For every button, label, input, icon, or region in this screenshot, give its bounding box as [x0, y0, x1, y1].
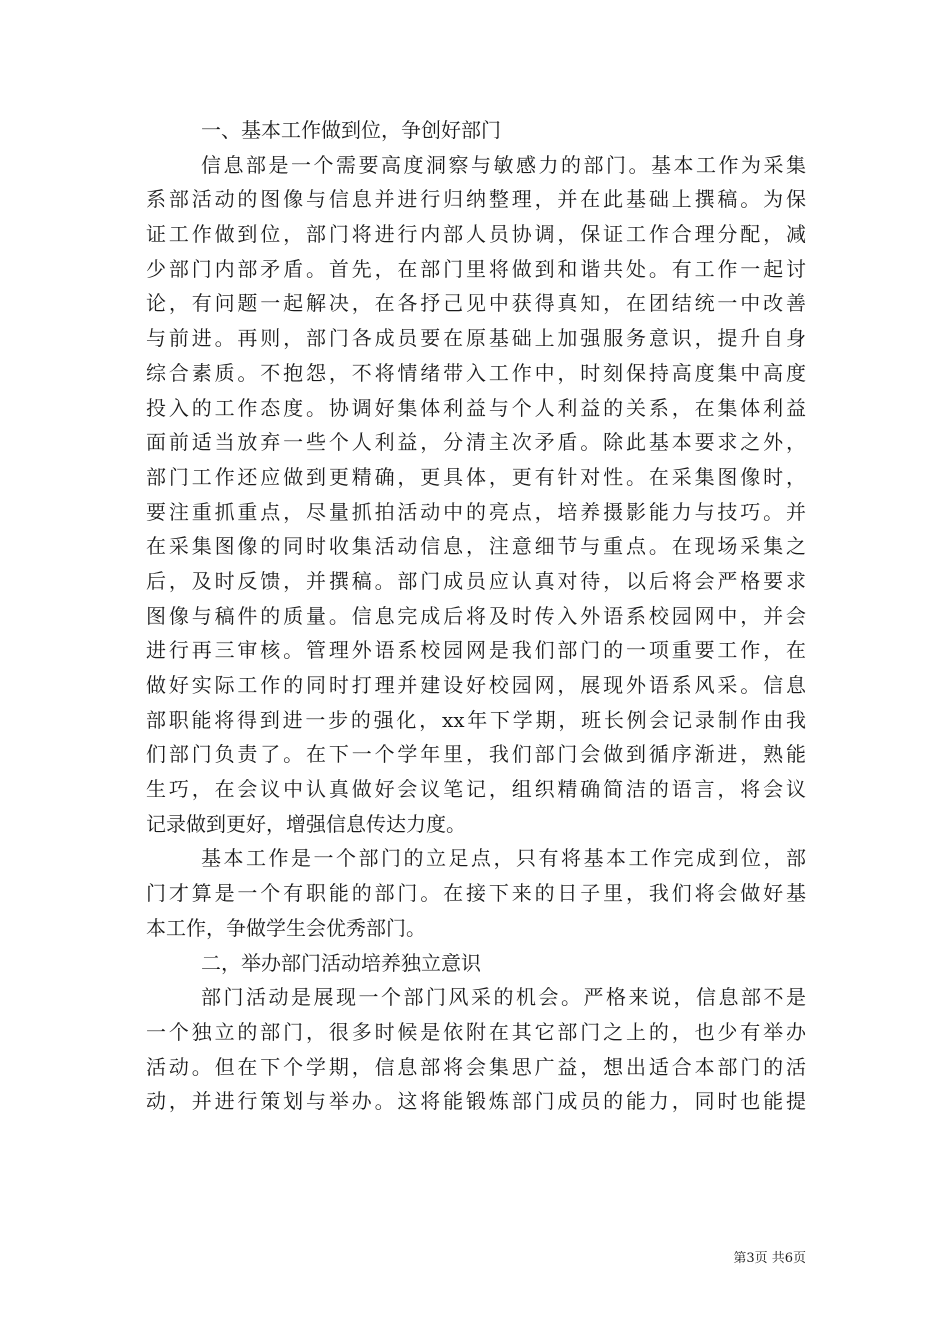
paragraph-line: 记录做到更好，增强信息传达力度。 — [146, 811, 466, 836]
paragraph-line: 一个独立的部门，很多时候是依附在其它部门之上的，也少有举办 — [146, 1019, 806, 1044]
paragraph-line: 进行再三审核。管理外语系校园网是我们部门的一项重要工作，在 — [146, 638, 806, 663]
section-heading-2: 二，举办部门活动培养独立意识 — [201, 950, 481, 975]
paragraph-line: 部门活动是展现一个部门风采的机会。严格来说，信息部不是 — [201, 985, 806, 1010]
paragraph-line: 门才算是一个有职能的部门。在接下来的日子里，我们将会做好基 — [146, 881, 806, 906]
paragraph-line: 投入的工作态度。协调好集体利益与个人利益的关系，在集体利益 — [146, 395, 806, 420]
paragraph-line: 基本工作是一个部门的立足点，只有将基本工作完成到位，部 — [201, 846, 806, 871]
paragraph-2 — [146, 841, 806, 945]
paragraph-1 — [146, 148, 806, 842]
page-number-footer: 第3页 共6页 — [733, 1251, 806, 1266]
section-heading-1: 一、基本工作做到位，争创好部门 — [201, 118, 501, 142]
paragraph-line: 证工作做到位，部门将进行内部人员协调，保证工作合理分配，减 — [146, 222, 806, 247]
paragraph-line: 少部门内部矛盾。首先，在部门里将做到和谐共处。有工作一起讨 — [146, 256, 806, 281]
paragraph-line: 动，并进行策划与举办。这将能锻炼部门成员的能力，同时也能提 — [146, 1089, 806, 1114]
paragraph-line: 面前适当放弃一些个人利益，分清主次矛盾。除此基本要求之外， — [146, 430, 806, 455]
paragraph-line: 们部门负责了。在下一个学年里，我们部门会做到循序渐进，熟能 — [146, 742, 806, 767]
paragraph-line: 活动。但在下个学期，信息部将会集思广益，想出适合本部门的活 — [146, 1054, 806, 1079]
paragraph-line: 部门工作还应做到更精确，更具体，更有针对性。在采集图像时， — [146, 464, 806, 489]
paragraph-line: 部职能将得到进一步的强化，xx年下学期，班长例会记录制作由我 — [146, 707, 806, 732]
paragraph-line: 图像与稿件的质量。信息完成后将及时传入外语系校园网中，并会 — [146, 603, 806, 628]
paragraph-line: 与前进。再则，部门各成员要在原基础上加强服务意识，提升自身 — [146, 326, 806, 351]
paragraph-line: 后，及时反馈，并撰稿。部门成员应认真对待，以后将会严格要求 — [146, 568, 806, 593]
paragraph-line: 信息部是一个需要高度洞察与敏感力的部门。基本工作为采集 — [201, 152, 806, 177]
paragraph-line: 在采集图像的同时收集活动信息，注意细节与重点。在现场采集之 — [146, 534, 806, 559]
paragraph-line: 生巧，在会议中认真做好会议笔记，组织精确简洁的语言，将会议 — [146, 777, 806, 802]
paragraph-line: 要注重抓重点，尽量抓拍活动中的亮点，培养摄影能力与技巧。并 — [146, 499, 806, 524]
paragraph-line: 论，有问题一起解决，在各抒己见中获得真知，在团结统一中改善 — [146, 291, 806, 316]
paragraph-line: 本工作，争做学生会优秀部门。 — [146, 915, 426, 940]
paragraph-line: 综合素质。不抱怨，不将情绪带入工作中，时刻保持高度集中高度 — [146, 360, 806, 385]
document-body — [146, 113, 806, 1119]
paragraph-line: 做好实际工作的同时打理并建设好校园网，展现外语系风采。信息 — [146, 673, 806, 697]
paragraph-3 — [146, 980, 806, 1119]
paragraph-line: 系部活动的图像与信息并进行归纳整理，并在此基础上撰稿。为保 — [146, 187, 806, 212]
